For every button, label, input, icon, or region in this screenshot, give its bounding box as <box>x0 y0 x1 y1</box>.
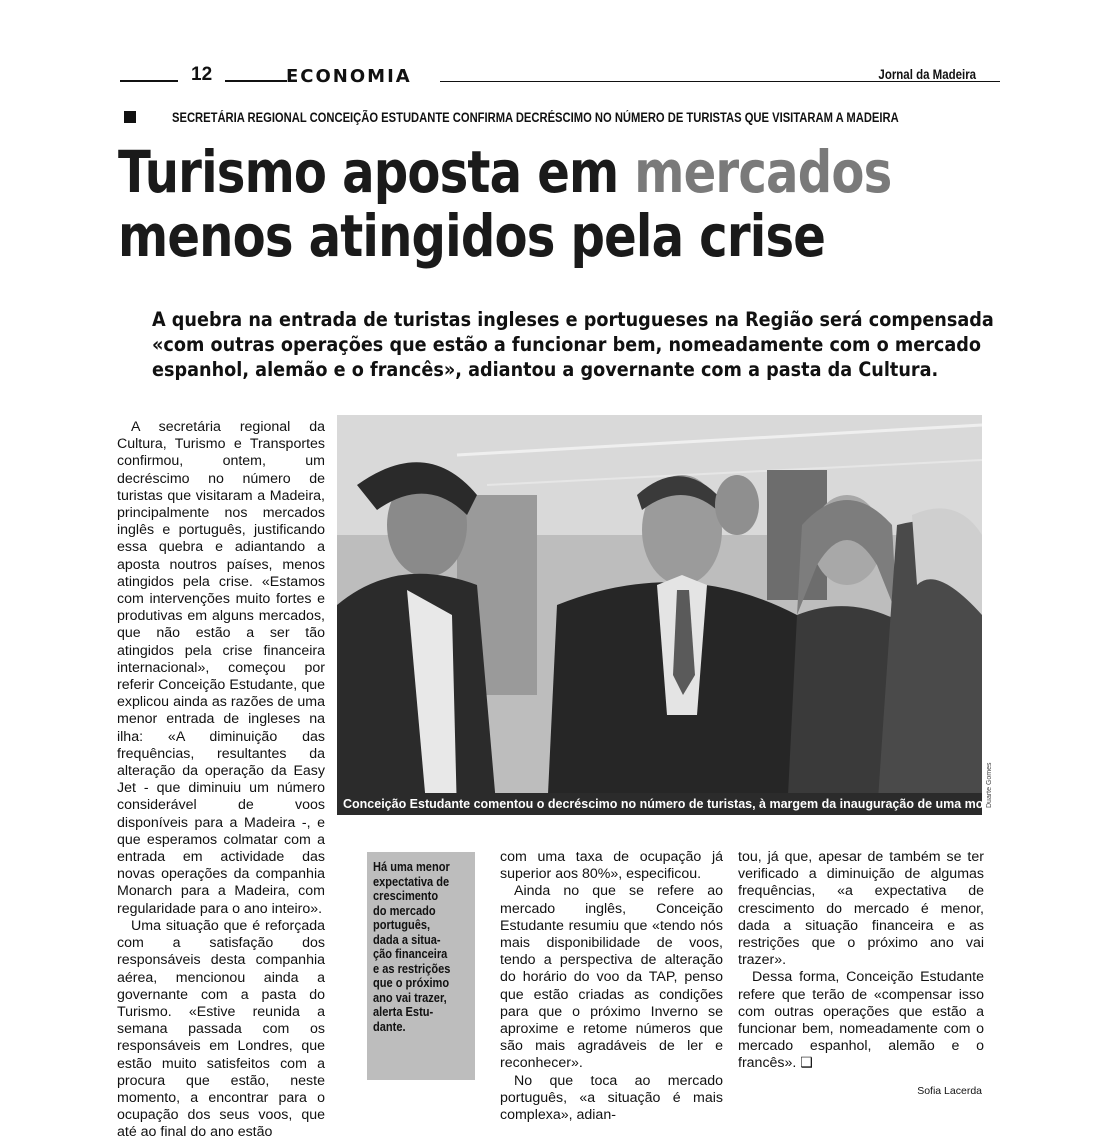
article-column-1 <box>117 419 325 1142</box>
photo-scene <box>337 415 982 815</box>
section-label: ECONOMIA <box>286 66 412 87</box>
article-paragraph: Uma situação que é reforçada com a satisfação dos responsáveis desta companhia aérea, mencionou ainda a governante com a pasta do Turismo. «Estive reunida a semana passada com os responsáveis em Londres, que estão muito satisfeitos com a procura que estão, neste momento, a encontrar para o ocupação dos seus voos, que até ao final do ano estão <box>117 917 325 1141</box>
headline-line-1 <box>118 140 891 204</box>
article-column-4 <box>738 849 984 1073</box>
article-paragraph: No que toca ao mercado português, «a situação é mais complexa», adian- <box>500 1072 723 1124</box>
lead-line-3: espanhol, alemão e o francês», adiantou a governante com a pasta da Cultura. <box>152 358 939 381</box>
kicker: SECRETÁRIA REGIONAL CONCEIÇÃO ESTUDANTE CONFIRMA DECRÉSCIMO NO NÚMERO DE TURISTAS QUE VISITARAM A MADEIRA <box>172 110 899 125</box>
headline-line-2: menos atingidos pela crise <box>118 202 826 270</box>
kicker-bullet <box>124 111 136 123</box>
headline-line-1-dark: Turismo aposta em <box>118 138 635 206</box>
photo-credit: Duarte Gomes <box>986 762 993 808</box>
headline <box>118 140 891 268</box>
pull-quote <box>367 852 475 1080</box>
article-paragraph: Ainda no que se refere ao mercado inglês, Conceição Estudante resumiu que «tendo nós mais disponibilidade de voos, tendo a perspectiva de alteração do horário do voo da TAP, penso que estão criadas as condições para que o próximo Inverno se aproxime e retome números que são mais agradáveis de ler e reconhecer». <box>500 883 723 1072</box>
newspaper-name-wrap <box>816 66 976 84</box>
pull-quote-text: Há uma menor expectativa de crescimento do mercado português, dada a situa- ção financeira e as restrições que o próximo ano vai trazer, alerta Estu- dante. <box>373 859 451 1034</box>
photo-caption: Conceição Estudante comentou o decréscimo no número de turistas, à margem da inauguração de uma mostra na Gare Marítima. <box>337 793 982 815</box>
page-number: 12 <box>191 64 213 85</box>
byline: Sofia Lacerda <box>917 1085 982 1097</box>
article-paragraph: com uma taxa de ocupação já superior aos 80%», especificou. <box>500 849 723 883</box>
header-rule-left <box>120 80 178 82</box>
article-paragraph: Dessa forma, Conceição Estudante refere que terão de «compensar isso com outras operações que estão a funcionar bem, nomeadamente com o mercado espanhol, alemão e o francês». ❑ <box>738 969 984 1072</box>
lead-line-1: A quebra na entrada de turistas ingleses e portugueses na Região será compensada <box>152 308 994 331</box>
newspaper-name: Jornal da Madeira <box>878 66 976 82</box>
article-column-3 <box>500 849 723 1124</box>
lead-line-2: «com outras operações que estão a funcionar bem, nomeadamente com o mercado <box>152 333 982 356</box>
lead-paragraph <box>152 307 994 382</box>
headline-line-1-gray: mercados <box>634 138 892 206</box>
article-paragraph: tou, já que, apesar de também se ter verificado a diminuição de algumas frequências, «a expectativa de crescimento do mercado é menor, dada a situação financeira e as restrições que o próximo ano vai trazer». <box>738 849 984 969</box>
article-paragraph: A secretária regional da Cultura, Turismo e Transportes confirmou, ontem, um decréscimo no número de turistas que visitaram a Madeira, principalmente nos mercados inglês e português, justificando essa quebra e adiantando a aposta noutros países, menos atingidos pela crise. «Estamos com intervenções muito fortes e produtivas em alguns mercados, que não estão a ser tão atingidos pela crise financeira internacional», começou por referir Conceição Estudante, que explicou ainda as razões de uma menor entrada de ingleses na ilha: «A diminuição das frequências, resultantes da alteração da operação da Easy Jet - que diminuiu um número considerável de voos disponíveis para a Madeira -, e que esperamos colmatar com a entrada em actividade das novas operações da companhia Monarch para a Madeira, com regularidade para o ano inteiro». <box>117 419 325 917</box>
header-rule-mid <box>225 80 287 82</box>
